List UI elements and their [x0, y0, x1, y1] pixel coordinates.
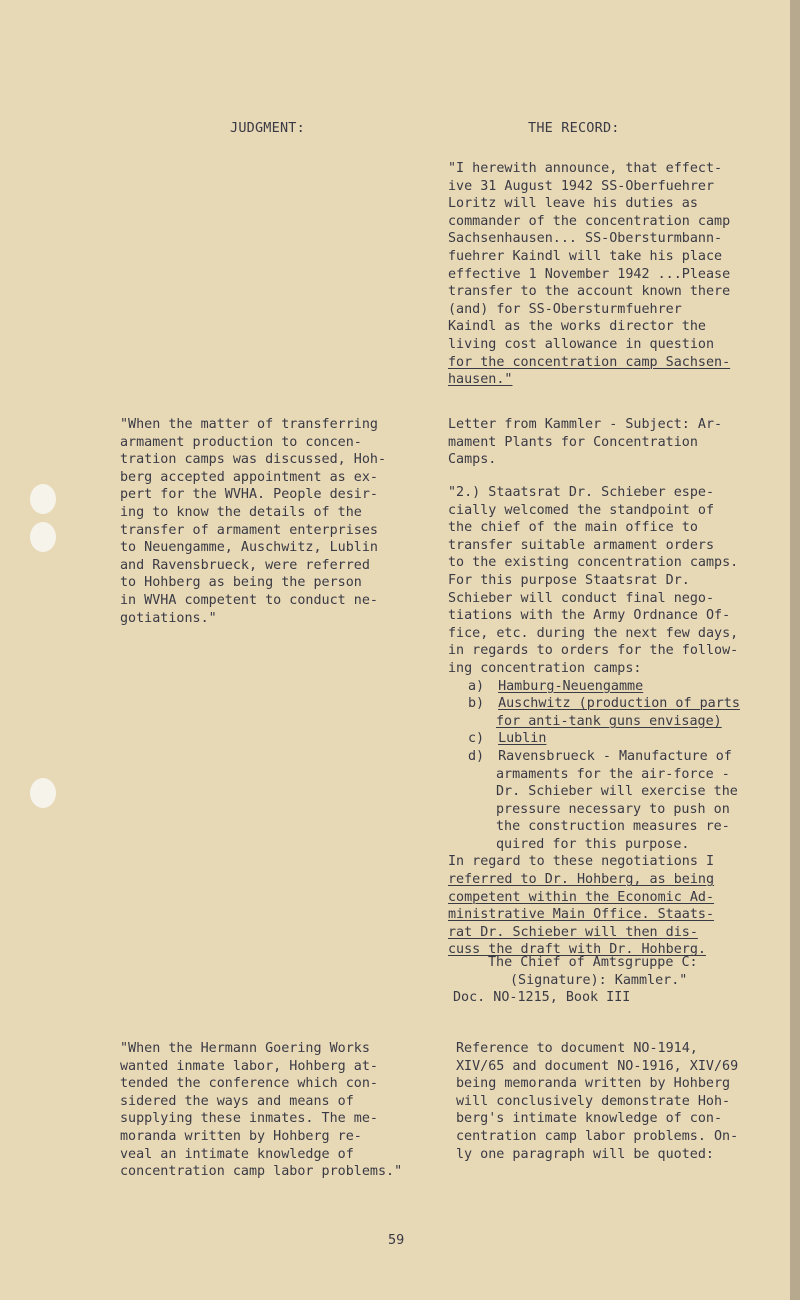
text-line: "When the matter of transferring [120, 417, 378, 432]
text-line: supplying these inmates. The me- [120, 1111, 378, 1127]
text-line: wanted inmate labor, Hohberg at- [120, 1058, 378, 1074]
text-line: tration camps was discussed, Hoh- [120, 452, 387, 468]
text-line: Kaindl as the works director the [448, 319, 706, 335]
page-edge [790, 0, 800, 1300]
list-text: Auschwitz (production of parts [498, 696, 740, 712]
text-line: referred to Dr. Hohberg, as being [448, 872, 715, 888]
record-kammler-letter-body [448, 484, 740, 959]
text-line: fuehrer Kaindl will take his place [448, 248, 723, 264]
punch-hole [30, 484, 56, 514]
text-line: rat Dr. Schieber will then dis- [448, 924, 698, 940]
text-line: centration camp labor problems. On- [456, 1128, 739, 1144]
list-label: c) [468, 731, 485, 747]
text-line: transfer of armament enterprises [120, 522, 378, 538]
text-line: pert for the WVHA. People desir- [120, 487, 378, 503]
text-line: will conclusively demonstrate Hoh- [456, 1093, 731, 1109]
list-item [468, 695, 740, 713]
text-line: tended the conference which con- [120, 1076, 378, 1092]
text-line: sidered the ways and means of [120, 1093, 354, 1109]
text-line: "When the Hermann Goering Works [120, 1041, 370, 1056]
record-header: THE RECORD: [528, 120, 620, 136]
text-line: Sachsenhausen... SS-Obersturmbann- [448, 231, 723, 247]
text-line: Schieber will conduct final nego- [448, 590, 715, 606]
text-line: XIV/65 and document NO-1916, XIV/69 [456, 1058, 739, 1074]
text-line: berg's intimate knowledge of con- [456, 1111, 723, 1127]
text-line: "2.) Staatsrat Dr. Schieber espe- [448, 485, 715, 500]
list-text: Dr. Schieber will exercise the [496, 784, 738, 800]
text-line: being memoranda written by Hohberg [456, 1076, 731, 1092]
signature-line: (Signature): Kammler." [510, 972, 688, 988]
text-line: armament production to concen- [120, 434, 362, 450]
record-kammler-letter-intro [448, 416, 722, 469]
text-line: for the concentration camp Sachsen- [448, 354, 731, 370]
text-line: moranda written by Hohberg re- [120, 1128, 362, 1144]
signature-line: The Chief of Amtsgruppe C: [488, 955, 698, 970]
text-line: Loritz will leave his duties as [448, 196, 698, 212]
text-line: to Hohberg as being the person [120, 575, 362, 591]
text-line: In regard to these negotiations I [448, 854, 715, 870]
text-line: transfer to the account known there [448, 284, 731, 300]
list-text: quired for this purpose. [496, 836, 690, 852]
text-line: to the existing concentration camps. [448, 555, 739, 571]
list-label: a) [468, 678, 485, 694]
list-item [468, 748, 740, 766]
text-line: ing to know the details of the [120, 504, 362, 520]
judgment-armament-transfer [120, 416, 386, 627]
text-line: tiations with the Army Ordnance Of- [448, 608, 731, 624]
text-line: Reference to document NO-1914, [456, 1041, 698, 1056]
list-text: armaments for the air-force - [496, 766, 730, 782]
record-quote-loritz [448, 160, 730, 389]
text-line: Letter from Kammler - Subject: Ar- [448, 417, 723, 432]
text-line: berg accepted appointment as ex- [120, 469, 378, 485]
list-label: b) [468, 696, 485, 712]
judgment-hermann-goering-works [120, 1040, 402, 1181]
text-line: veal an intimate knowledge of [120, 1146, 354, 1162]
signature-block [488, 954, 698, 989]
page-number: 59 [388, 1232, 405, 1248]
text-line: and Ravensbrueck, were referred [120, 557, 370, 573]
punch-hole [30, 778, 56, 808]
list-label: d) [468, 748, 485, 764]
text-line: transfer suitable armament orders [448, 537, 715, 553]
judgment-header: JUDGMENT: [230, 120, 305, 136]
text-line: effective 1 November 1942 ...Please [448, 266, 731, 282]
camp-list [448, 678, 740, 854]
text-line: competent within the Economic Ad- [448, 889, 715, 905]
text-line: gotiations." [120, 610, 217, 626]
text-line: commander of the concentration camp [448, 213, 731, 229]
text-line: mament Plants for Concentration [448, 434, 698, 450]
list-item [468, 730, 740, 748]
text-line: cuss the draft with Dr. Hohberg. [448, 942, 706, 958]
text-line: living cost allowance in question [448, 336, 715, 352]
list-text: Lublin [498, 731, 547, 747]
list-text: the construction measures re- [496, 819, 730, 835]
text-line: ministrative Main Office. Staats- [448, 907, 715, 923]
text-line: For this purpose Staatsrat Dr. [448, 572, 690, 588]
text-line: in regards to orders for the follow- [448, 643, 739, 659]
text-line: hausen." [448, 372, 513, 388]
text-line: to Neuengamme, Auschwitz, Lublin [120, 540, 378, 556]
list-text: pressure necessary to push on [496, 801, 730, 817]
text-line: in WVHA competent to conduct ne- [120, 592, 378, 608]
punch-hole [30, 522, 56, 552]
record-memoranda-reference [456, 1040, 738, 1163]
text-line: concentration camp labor problems." [120, 1164, 403, 1180]
text-line: Camps. [448, 452, 497, 468]
text-line: (and) for SS-Obersturmfuehrer [448, 301, 682, 317]
text-line: cially welcomed the standpoint of [448, 502, 715, 518]
text-line: the chief of the main office to [448, 520, 698, 536]
text-line: fice, etc. during the next few days, [448, 625, 739, 641]
text-line: ly one paragraph will be quoted: [456, 1146, 714, 1162]
list-text: for anti-tank guns envisage) [496, 713, 722, 729]
text-line: ive 31 August 1942 SS-Oberfuehrer [448, 178, 715, 194]
doc-reference: Doc. NO-1215, Book III [453, 990, 631, 1005]
list-item [468, 678, 740, 696]
text-line: ing concentration camps: [448, 660, 642, 676]
text-line: "I herewith announce, that effect- [448, 161, 723, 176]
list-text: Hamburg-Neuengamme [498, 678, 644, 694]
list-text: Ravensbrueck - Manufacture of [498, 748, 732, 764]
